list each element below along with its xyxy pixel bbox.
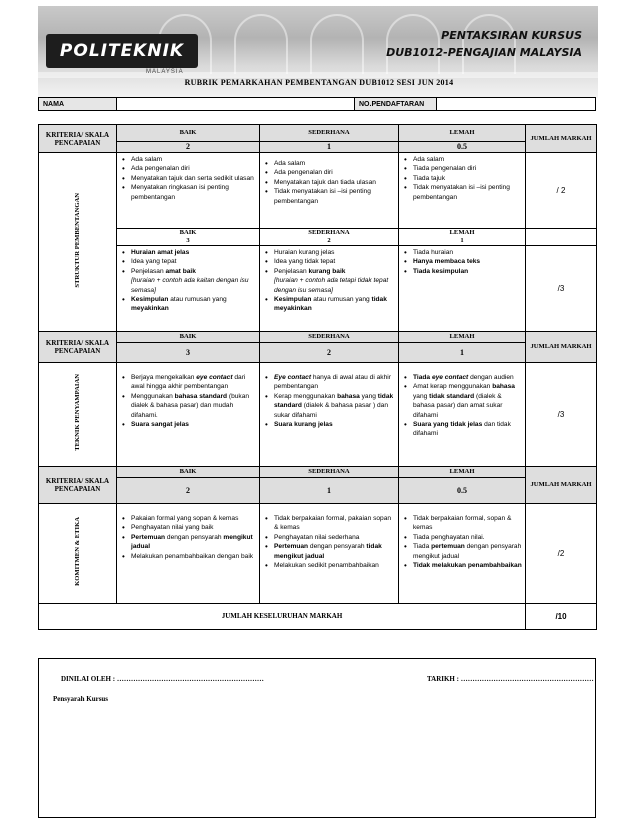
list-item: • Penghayatan nilai sederhana [263,533,395,542]
list-item: • Menyatakan tajuk dan tiada ulasan [263,178,395,187]
struktur-b-lemah-subheader: LEMAH 1 [399,229,526,246]
score-baik: 3 [117,343,260,363]
struktur-b-baik-subheader: BAIK 3 [117,229,260,246]
list-item: • Pertemuan dengan pensyarah mengikut jadual [120,533,256,552]
komitmen-mark: /2 [526,504,597,604]
baik-header: BAIK [117,332,260,343]
list-item: • Tiada kesimpulan [402,267,522,276]
list-item: • Hanya membaca teks [402,257,522,266]
date-field[interactable]: TARIKH : ………………………………………………… [427,675,594,683]
header-background-arch [234,14,288,74]
lecturer-role-label: Pensyarah Kursus [53,695,109,703]
teknik-baik-cell [117,363,260,467]
list-item: • Idea yang tidak tepat [263,257,395,266]
list-item: • Amat kerap menggunakan bahasa yang tidak standard (dialek & bahasa pasar) dan amat sukar difahami [402,382,522,420]
list-item: • Tidak menyatakan isi –isi penting pembentangan [263,187,395,206]
name-field[interactable] [117,98,355,110]
matric-number-field[interactable] [437,98,595,110]
score-lemah: 1 [399,343,526,363]
score-lemah: 0.5 [399,142,526,153]
list-item: • Tidak berpakaian formal, pakaian sopan & kemas [263,514,395,533]
list-item: • Pertemuan dengan pensyarah tidak mengikut jadual [263,542,395,561]
lemah-header: LEMAH [399,467,526,478]
struktur-b-baik-cell [117,246,260,332]
struktur-b-sederhana-cell [260,246,399,332]
list-item: • Tiada eye contact dengan audien [402,373,522,382]
list-item: • Eye contact hanya di awal atau di akhir pembentangan [263,373,395,392]
table-row [39,229,597,246]
criteria-teknik-penyampaian: TEKNIK PENYAMPAIAN [39,363,117,467]
struktur-mark-1: / 2 [526,153,597,229]
list-item: • Ada salam [402,155,522,164]
evaluation-signature-box [38,658,596,818]
list-item: • Melakukan penambahbaikan dengan baik [120,552,256,561]
list-item: • Tidak melakukan penambahbaikan [402,561,522,570]
list-item: • Kerap menggunakan bahasa yang tidak standard (dialek & bahasa pasar ) dan sukar difahami [263,392,395,420]
student-info-row [38,97,596,111]
name-label: NAMA [39,98,117,110]
score-sederhana: 1 [260,142,399,153]
list-item: • Huraian kurang jelas [263,248,395,257]
course-title-line1: PENTAKSIRAN KURSUS [441,29,582,42]
sederhana-header: SEDERHANA [260,332,399,343]
score-baik: 2 [117,142,260,153]
grand-total-label: JUMLAH KESELURUHAN MARKAH [39,604,526,630]
teknik-mark: /3 [526,363,597,467]
criteria-header: KRITERIA/ SKALA PENCAPAIAN [39,332,117,363]
list-item: • Ada salam [120,155,256,164]
list-item: • Tiada penghayatan nilai. [402,533,522,542]
list-item: • Ada pengenalan diri [120,164,256,173]
total-mark-header: JUMLAH MARKAH [526,467,597,504]
rubric-title: RUBRIK PEMARKAHAN PEMBENTANGAN DUB1012 SESI JUN 2014 [184,78,454,87]
list-item: • Penghayatan nilai yang baik [120,523,256,532]
total-mark-header: JUMLAH MARKAH [526,125,597,153]
table-row [39,246,597,332]
table-row [39,343,597,363]
criteria-header: KRITERIA/ SKALA PENCAPAIAN [39,467,117,504]
list-item: • Kesimpulan atau rumusan yang tidak meyakinkan [263,295,395,314]
list-item: • Ada salam [263,159,395,168]
komitmen-baik-cell [117,504,260,604]
matric-number-label: NO.PENDAFTARAN [355,98,437,110]
criteria-header: KRITERIA/ SKALA PENCAPAIAN [39,125,117,153]
rubric-table [38,124,597,630]
struktur-baik-cell [117,153,260,229]
empty-cell [526,229,597,246]
struktur-b-lemah-cell [399,246,526,332]
course-title [386,27,582,61]
politeknik-logo-subtitle: MALAYSIA [146,69,184,75]
list-item: • Penjelasan amat baik [huraian + contoh ada kaitan dengan isu semasa] [120,267,256,295]
list-item: • Menyatakan ringkasan isi penting pembentangan [120,183,256,202]
total-mark-header: JUMLAH MARKAH [526,332,597,363]
evaluated-by-field[interactable]: DINILAI OLEH : ……………………………………………………… [61,675,264,683]
list-item: • Tiada huraian [402,248,522,257]
header-background-arch [310,14,364,74]
struktur-lemah-cell [399,153,526,229]
list-item: • Berjaya mengekalkan eye contact dari awal hingga akhir pembentangan [120,373,256,392]
list-item: • Huraian amat jelas [120,248,256,257]
table-row [39,332,597,343]
list-item: • Tiada pengenalan diri [402,164,522,173]
course-title-line2: DUB1012-PENGAJIAN MALAYSIA [386,46,582,59]
sederhana-header: SEDERHANA [260,125,399,142]
lemah-header: LEMAH [399,332,526,343]
teknik-lemah-cell [399,363,526,467]
lemah-header: LEMAH [399,125,526,142]
sederhana-header: SEDERHANA [260,467,399,478]
list-item: • Suara yang tidak jelas dan tidak difahami [402,420,522,439]
table-row [39,604,597,630]
grand-total-value: /10 [526,604,597,630]
list-item: • Tidak berpakaian formal, sopan & kemas [402,514,522,533]
score-sederhana: 2 [260,343,399,363]
list-item: • Melakukan sedikit penambahbaikan [263,561,395,570]
baik-header: BAIK [117,467,260,478]
list-item: • Menggunakan bahasa standard (bukan dialek & bahasa pasar) dan mudah difahami. [120,392,256,420]
list-item: • Suara sangat jelas [120,420,256,429]
list-item: • Ada pengenalan diri [263,168,395,177]
komitmen-sederhana-cell [260,504,399,604]
table-row [39,467,597,478]
table-row [39,125,597,142]
list-item: • Suara kurang jelas [263,420,395,429]
komitmen-lemah-cell [399,504,526,604]
list-item: • Tidak menyatakan isi –isi penting pembentangan [402,183,522,202]
score-sederhana: 1 [260,478,399,504]
teknik-sederhana-cell [260,363,399,467]
struktur-sederhana-cell [260,153,399,229]
score-baik: 2 [117,478,260,504]
struktur-mark-2: /3 [526,246,597,332]
list-item: • Penjelasan kurang baik [huraian + contoh ada tetapi tidak tepat dengan isu semasa] [263,267,395,295]
table-row [39,478,597,504]
politeknik-logo: POLITEKNIK [46,34,198,68]
criteria-komitmen-etika: KOMITMEN & ETIKA [39,504,117,604]
criteria-struktur-pembentangan: STRUKTUR PEMBENTANGAN [39,153,117,332]
table-row [39,363,597,467]
table-row [39,153,597,229]
list-item: • Idea yang tepat [120,257,256,266]
struktur-b-sederhana-subheader: SEDERHANA 2 [260,229,399,246]
list-item: • Pakaian formal yang sopan & kemas [120,514,256,523]
table-row [39,504,597,604]
list-item: • Kesimpulan atau rumusan yang meyakinkan [120,295,256,314]
table-row [39,142,597,153]
score-lemah: 0.5 [399,478,526,504]
baik-header: BAIK [117,125,260,142]
list-item: • Menyatakan tajuk dan serta sedikit ulasan [120,174,256,183]
list-item: • Tiada tajuk [402,174,522,183]
list-item: • Tiada pertemuan dengan pensyarah mengikut jadual [402,542,522,561]
